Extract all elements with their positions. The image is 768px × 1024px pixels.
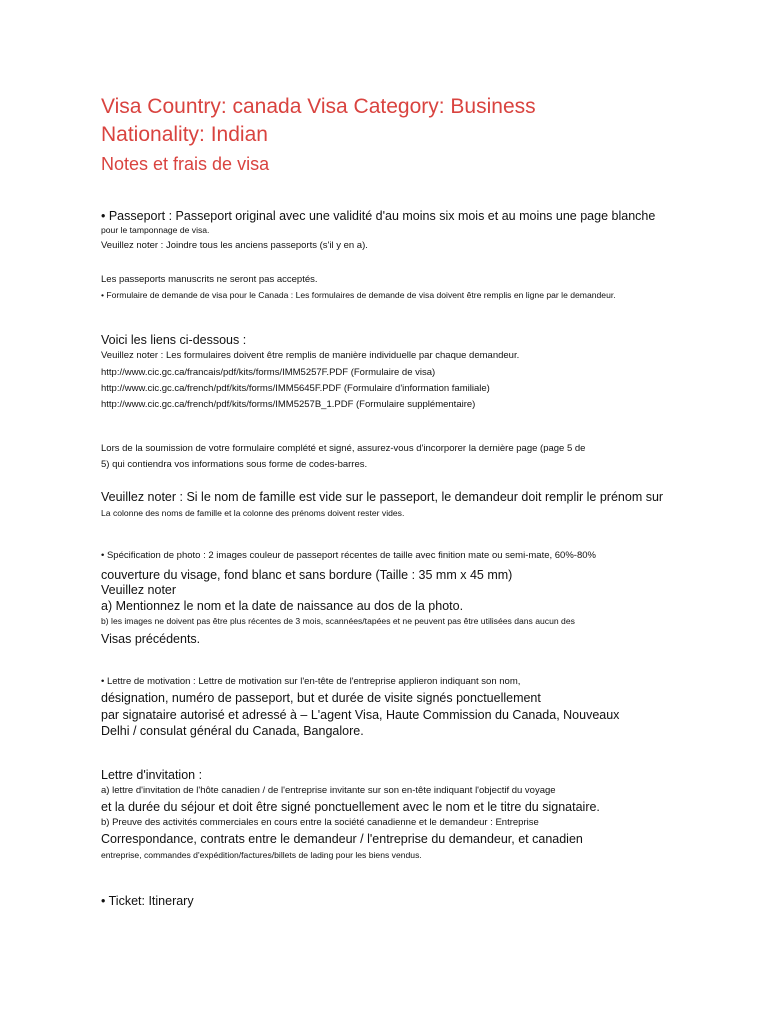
motivation-line-1: • Lettre de motivation : Lettre de motivation sur l'en-tête de l'entreprise applieron indiquant son nom, [101,676,521,687]
surname-line-2: La colonne des noms de famille et la colonne des prénoms doivent rester vides. [101,508,405,518]
photo-line-4: a) Mentionnez le nom et la date de naissance au dos de la photo. [101,599,464,613]
motivation-line-4: Delhi / consulat général du Canada, Bangalore. [101,724,364,738]
passport-line-1: • Passeport : Passeport original avec une validité d'au moins six mois et au moins une page blanche [101,209,656,223]
photo-line-6: Visas précédents. [101,632,201,646]
photo-line-1: • Spécification de photo : 2 images couleur de passeport récentes de taille avec finition mate ou semi-mate, 60%-80% [101,550,596,561]
page-title-line-1: Visa Country: canada Visa Category: Business [101,95,536,118]
submission-line-2: 5) qui contiendra vos informations sous forme de codes-barres. [101,459,368,470]
invitation-heading: Lettre d'invitation : [101,768,203,782]
link-visa-form[interactable]: http://www.cic.gc.ca/francais/pdf/kits/forms/IMM5257F.PDF (Formulaire de visa) [101,367,436,378]
surname-line-1: Veuillez noter : Si le nom de famille est vide sur le passeport, le demandeur doit remplir le prénom sur [101,490,664,504]
page-subtitle: Notes et frais de visa [101,154,270,174]
invitation-line-5: entreprise, commandes d'expédition/factures/billets de lading pour les biens vendus. [101,850,422,860]
invitation-line-3: b) Preuve des activités commerciales en cours entre la société canadienne et le demandeur : Entreprise [101,817,539,828]
links-heading: Voici les liens ci-dessous : [101,333,247,347]
motivation-line-3: par signataire autorisé et adressé à – L'agent Visa, Haute Commission du Canada, Nouveaux [101,708,620,722]
manuscript-line-1: Les passeports manuscrits ne seront pas acceptés. [101,274,318,285]
submission-line-1: Lors de la soumission de votre formulaire complété et signé, assurez-vous d'incorporer la dernière page (page 5 de [101,443,586,454]
invitation-line-1: a) lettre d'invitation de l'hôte canadien / de l'entreprise invitante sur son en-tête indiquant l'objectif du voyage [101,785,556,796]
link-family-form[interactable]: http://www.cic.gc.ca/french/pdf/kits/forms/IMM5645F.PDF (Formulaire d'information familiale) [101,383,490,394]
motivation-line-2: désignation, numéro de passeport, but et durée de visite signés ponctuellement [101,691,541,705]
passport-line-2: pour le tamponnage de visa. [101,225,210,235]
photo-line-2: couverture du visage, fond blanc et sans bordure (Taille : 35 mm x 45 mm) [101,568,513,582]
page-title-line-2: Nationality: Indian [101,123,268,146]
link-supplementary-form[interactable]: http://www.cic.gc.ca/french/pdf/kits/forms/IMM5257B_1.PDF (Formulaire supplémentaire) [101,399,476,410]
passport-note: Veuillez noter : Joindre tous les anciens passeports (s'il y en a). [101,240,368,251]
photo-line-5: b) les images ne doivent pas être plus récentes de 3 mois, scannées/tapées et ne peuvent pas être utilisées dans aucun des [101,616,575,626]
links-note: Veuillez noter : Les formulaires doivent être remplis de manière individuelle par chaque demandeur. [101,350,520,361]
invitation-line-2: et la durée du séjour et doit être signé ponctuellement avec le nom et le titre du signataire. [101,800,600,814]
ticket-line: • Ticket: Itinerary [101,894,194,908]
photo-line-3: Veuillez noter [101,583,177,597]
manuscript-line-2: • Formulaire de demande de visa pour le Canada : Les formulaires de demande de visa doivent être remplis en ligne par le demandeur. [101,290,616,300]
invitation-line-4: Correspondance, contrats entre le demandeur / l'entreprise du demandeur, et canadien [101,832,583,846]
